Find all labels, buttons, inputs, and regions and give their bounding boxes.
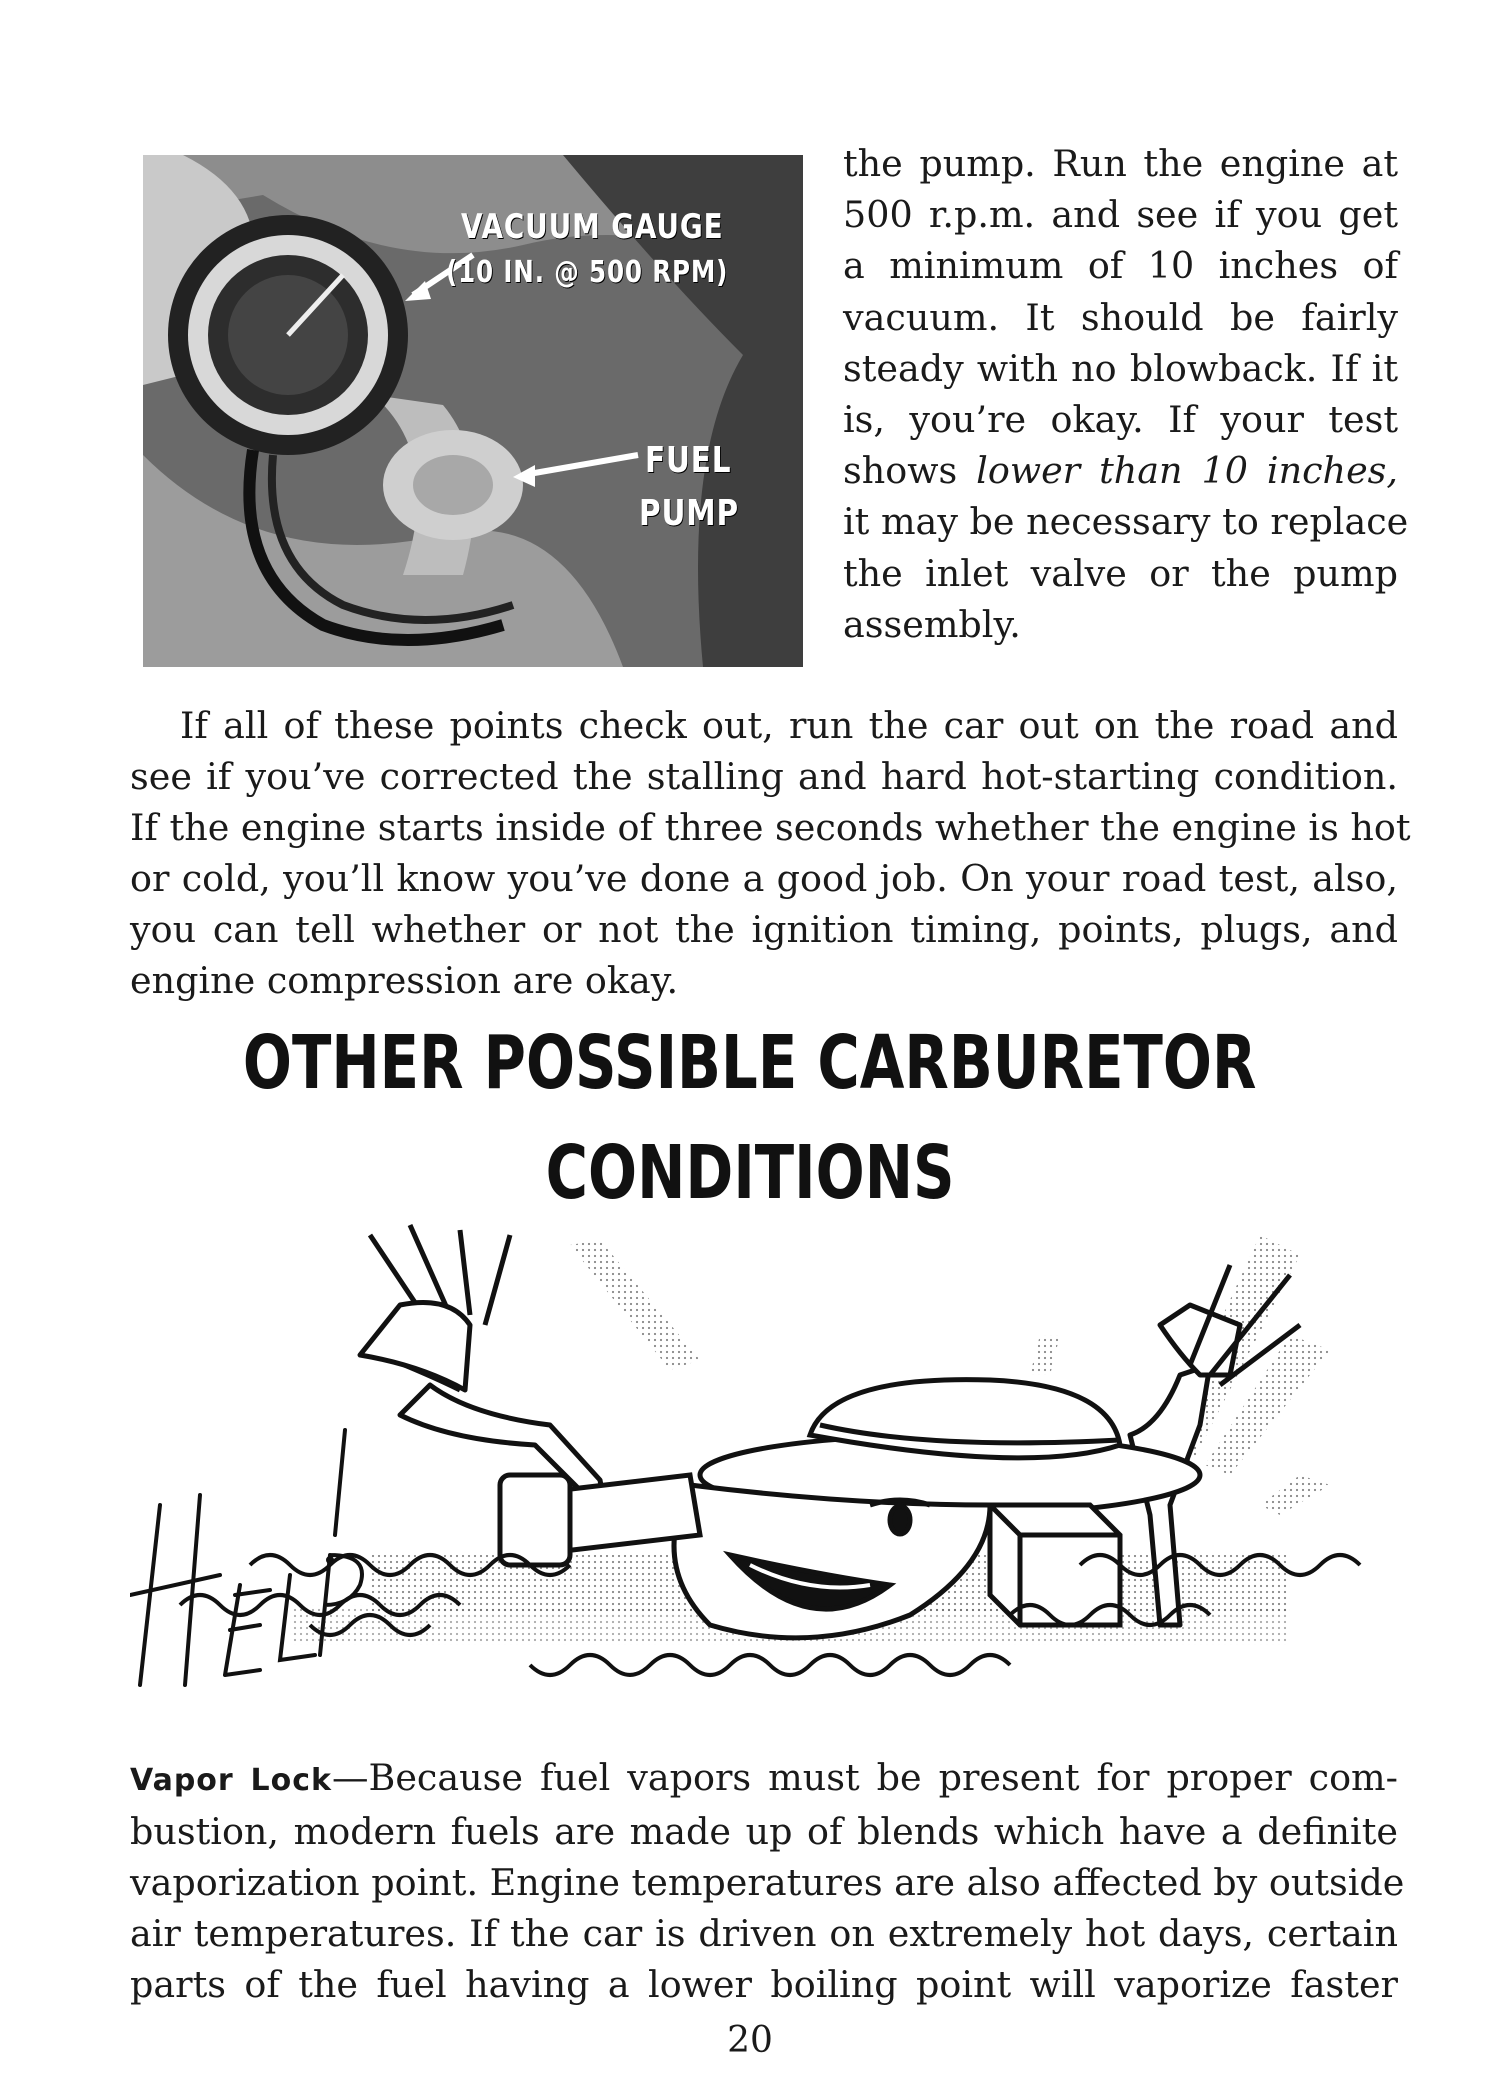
photo-side-text [843,138,1409,650]
text-line: vacuum. It should be fairly [843,295,1398,339]
paragraph-vapor-lock [130,1752,1405,2010]
fuel-label: FUEL [645,440,732,481]
section-heading-line1: OTHER POSSIBLE CARBURETOR [243,1020,1257,1106]
vacuum-gauge-label: VACUUM GAUGE [461,207,724,247]
vacuum-gauge-spec-label: (10 IN. @ 500 RPM) [446,255,729,290]
text-segment: —Because fuel vapors must be present for proper com- [332,1756,1398,1799]
italic-emphasis: lower than 10 inches, [976,449,1398,493]
page-number: 20 [727,2020,773,2061]
text-line: air temperatures. If the car is driven on extremely hot days, certain [130,1912,1398,1955]
text-line: If the engine starts inside of three seconds whether the engine is hot [130,806,1411,849]
pump-label: PUMP [639,493,739,534]
text-line: If all of these points check out, run the car out on the road and [180,704,1398,747]
text-line: engine compression are okay. [130,959,679,1002]
text-line: or cold, you’ll know you’ve done a good job. On your road test, also, [130,857,1398,900]
text-line: see if you’ve corrected the stalling and hard hot-starting condition. [130,755,1398,798]
text-line: steady with no blowback. If it [843,346,1398,390]
text-line: 500 r.p.m. and see if you get [843,193,1398,237]
text-line: the pump. Run the engine at [843,142,1398,185]
text-line: a minimum of 10 inches of [843,244,1398,288]
runin-heading: Vapor Lock [130,1763,332,1798]
text-line: it may be necessary to replace [843,500,1409,544]
text-line: parts of the fuel having a lower boiling point will vaporize faster [130,1963,1398,2006]
text-line-with-runin [130,1752,1398,1806]
paragraph-road-test [130,700,1411,1006]
section-heading-line2: CONDITIONS [545,1130,955,1216]
help-lettering [130,1430,362,1685]
text-line: assembly. [843,602,1021,646]
text-line: you can tell whether or not the ignition timing, points, plugs, and [130,908,1398,951]
text-line: vaporization point. Engine temperatures are also affected by outside [130,1861,1405,1904]
text-line: is, you’re okay. If your test [843,398,1398,442]
text-line: bustion, modern fuels are made up of blends which have a definite [130,1810,1398,1853]
text-line: the inlet valve or the pump [843,551,1398,595]
text-line-with-italic [843,445,1398,496]
vacuum-gauge-photo [143,155,803,667]
drowning-carburetor-cartoon [130,1175,1430,1730]
text-segment: shows [843,449,977,493]
